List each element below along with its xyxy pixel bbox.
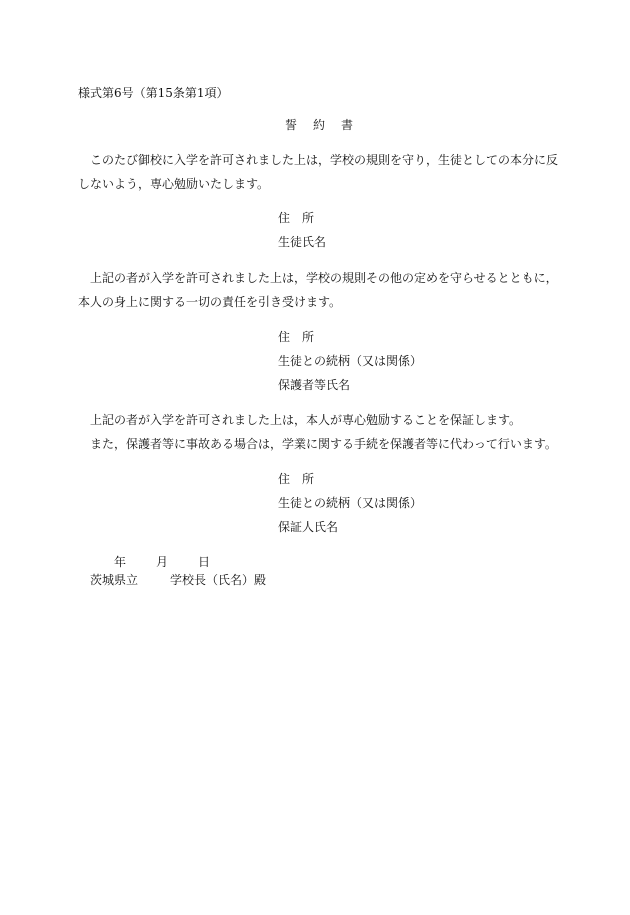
addressee-line <box>90 573 266 587</box>
guardian-name-label: 保護者等氏名 <box>278 378 351 392</box>
student-address-label: 住 所 <box>278 211 315 225</box>
date-year-label: 年 <box>114 555 127 569</box>
document-title <box>285 118 353 132</box>
guarantor-name-label: 保証人氏名 <box>278 520 339 534</box>
addressee-principal: 学校長（氏名）殿 <box>170 573 267 587</box>
guarantor-address-label: 住 所 <box>278 472 315 486</box>
title-char-1: 誓 <box>285 118 298 132</box>
guarantor-paragraph-line-2: また，保護者等に事故ある場合は，学業に関する手続を保護者等に代わって行います。 <box>90 437 557 451</box>
title-char-2: 約 <box>313 118 326 132</box>
student-name-label: 生徒氏名 <box>278 235 327 249</box>
guarantor-relation-label: 生徒との続柄（又は関係） <box>278 496 423 510</box>
pledge-paragraph-line-1: このたび御校に入学を許可されました上は，学校の規則を守り，生徒としての本分に反 <box>90 153 559 167</box>
guarantor-paragraph-line-1: 上記の者が入学を許可されました上は，本人が専心勉励することを保証します。 <box>90 413 522 427</box>
pledge-paragraph-line-2: しないよう，専心勉励いたします。 <box>78 177 270 191</box>
form-number: 様式第6号（第15条第1項） <box>78 86 229 100</box>
guardian-relation-label: 生徒との続柄（又は関係） <box>278 354 423 368</box>
guardian-paragraph-line-2: 本人の身上に関する一切の責任を引き受けます。 <box>78 295 342 309</box>
date-line <box>114 555 210 569</box>
date-month-label: 月 <box>156 555 169 569</box>
date-day-label: 日 <box>198 555 211 569</box>
title-char-3: 書 <box>341 118 354 132</box>
guardian-address-label: 住 所 <box>278 330 315 344</box>
guardian-paragraph-line-1: 上記の者が入学を許可されました上は，学校の規則その他の定めを守らせるとともに， <box>90 271 558 285</box>
addressee-prefecture: 茨城県立 <box>90 573 139 587</box>
